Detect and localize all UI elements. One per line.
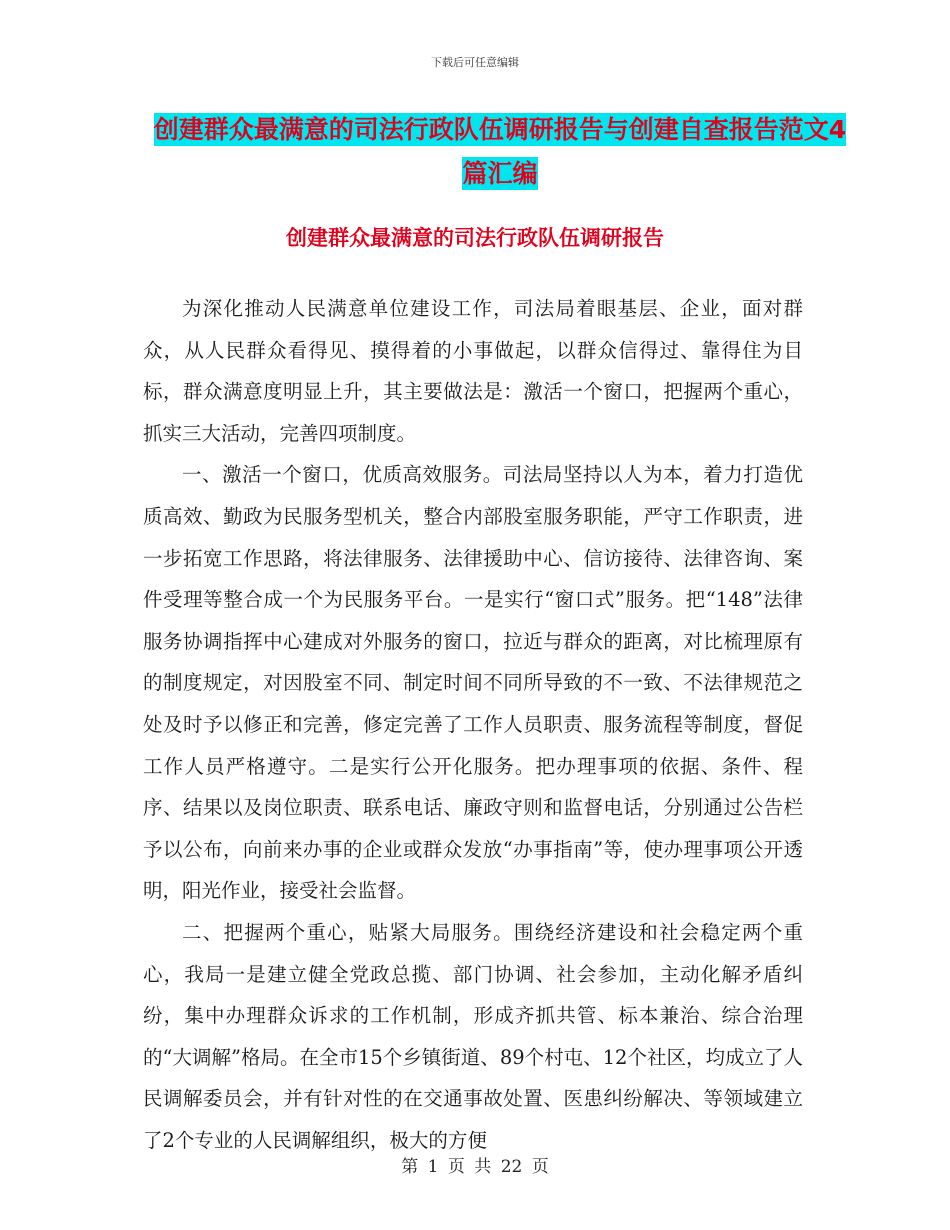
document-title xyxy=(150,108,850,196)
paragraph-section-two: 二、把握两个重心，贴紧大局服务。围绕经济建设和社会稳定两个重心，我局一是建立健全党政总揽、部门协调、社会参加，主动化解矛盾纠纷，集中办理群众诉求的工作机制，形成齐抓共管、标本兼治、综合治理的“大调解”格局。在全市15个乡镇街道、89个村屯、12个社区，均成立了人民调解委员会，并有针对性的在交通事故处置、医患纠纷解决、等领域建立了2个专业的人民调解组织，极大的方便 xyxy=(143,920,803,1152)
document-title-text: 创建群众最满意的司法行政队伍调研报告与创建自查报告范文4篇汇编 xyxy=(153,115,847,188)
page-number: 第 1 页 共 22 页 xyxy=(401,1157,549,1177)
paragraph-intro: 为深化推动人民满意单位建设工作，司法局着眼基层、企业，面对群众，从人民群众看得见、摸得着的小事做起，以群众信得过、靠得住为目标，群众满意度明显上升，其主要做法是：激活一个窗口，把握两个重心，抓实三大活动，完善四项制度。 xyxy=(143,297,803,445)
section-title: 创建群众最满意的司法行政队伍调研报告 xyxy=(286,226,664,250)
body-text xyxy=(143,288,803,1161)
paragraph-section-one: 一、激活一个窗口，优质高效服务。司法局坚持以人为本，着力打造优质高效、勤政为民服务型机关，整合内部股室服务职能，严守工作职责，进一步拓宽工作思路，将法律服务、法律援助中心、信访接待、法律咨询、案件受理等整合成一个为民服务平台。一是实行“窗口式”服务。把“148”法律服务协调指挥中心建成对外服务的窗口，拉近与群众的距离，对比梳理原有的制度规定，对因股室不同、制定时间不同所导致的不一致、不法律规范之处及时予以修正和完善，修定完善了工作人员职责、服务流程等制度，督促工作人员严格遵守。二是实行公开化服务。把办理事项的依据、条件、程序、结果以及岗位职责、联系电话、廉政守则和监督电话，分别通过公告栏予以公布，向前来办事的企业或群众发放“办事指南”等，使办理事项公开透明，阳光作业，接受社会监督。 xyxy=(143,463,803,903)
header-note: 下载后可任意编辑 xyxy=(431,56,519,69)
